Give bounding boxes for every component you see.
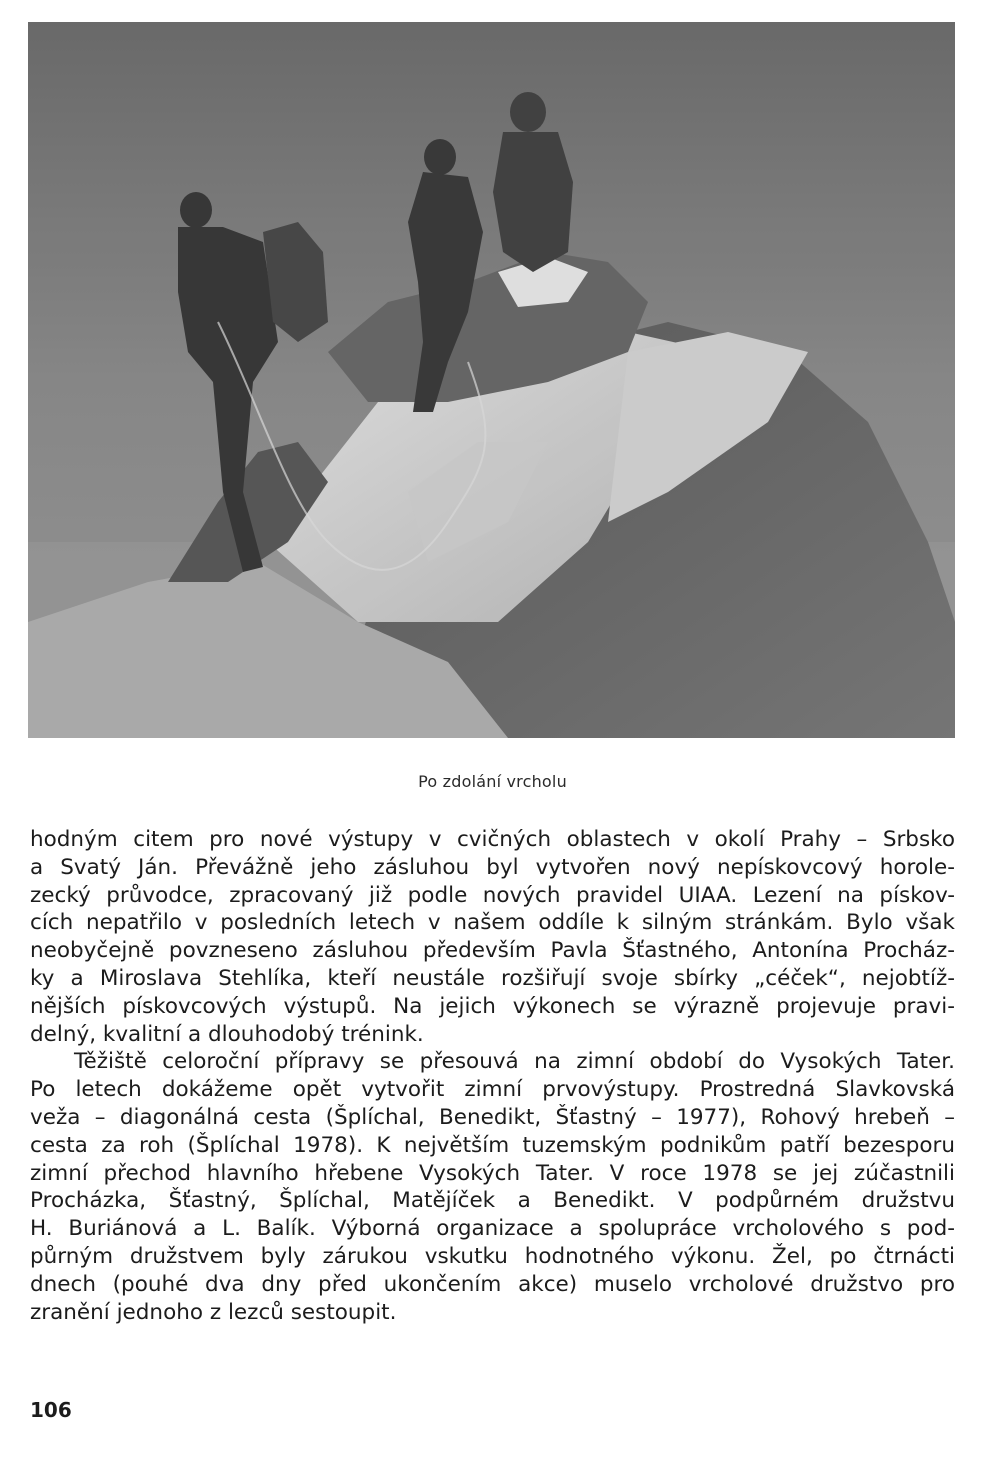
photo-caption: Po zdolání vrcholu <box>418 772 567 791</box>
paragraph-start-line: Těžiště celoroční přípravy se přesouvá na zimní období do Vysokých Tater. <box>74 1049 955 1075</box>
text-line: hodným citem pro nové výstupy v cvičných oblastech v okolí Prahy – Srbsko <box>30 827 955 852</box>
text-line: cích nepatřilo v posledních letech v našem oddíle k silným stránkám. Bylo však <box>30 910 955 936</box>
text-line: zecký průvodce, zpracovaný již podle nových pravidel UIAA. Lezení na pískov- <box>30 882 955 908</box>
text-line: Procházka, Šťastný, Šplíchal, Matějíček a Benedikt. V podpůrném družstvu <box>30 1188 955 1214</box>
page-number: 106 <box>30 1398 72 1422</box>
text-line: delný, kvalitní a dlouhodobý trénink. <box>30 1021 424 1047</box>
text-line: půrným družstvem byly zárukou vskutku hodnotného výkonu. Žel, po čtrnácti <box>30 1243 955 1269</box>
text-line: a Svatý Ján. Převážně jeho zásluhou byl vytvořen nový nepískovcový horole- <box>30 854 955 880</box>
body-text <box>30 826 955 1326</box>
text-line: Po letech dokážeme opět vytvořit zimní prvovýstupy. Prostredná Slavkovská <box>30 1077 955 1103</box>
text-line: neobyčejně povzneseno zásluhou především Pavla Šťastného, Antonína Procház- <box>30 938 955 964</box>
summit-photo <box>28 22 955 738</box>
text-line: zranění jednoho z lezců sestoupit. <box>30 1299 397 1325</box>
text-line: zimní přechod hlavního hřebene Vysokých Tater. V roce 1978 se jej zúčastnili <box>30 1160 955 1186</box>
text-line: dnech (pouhé dva dny před ukončením akce) muselo vrcholové družstvo pro <box>30 1271 955 1297</box>
summit-photo-illustration <box>28 22 955 738</box>
text-line: veža – diagonálná cesta (Šplíchal, Benedikt, Šťastný – 1977), Rohový hrebeň – <box>30 1104 955 1130</box>
text-line: nějších pískovcových výstupů. Na jejich výkonech se výrazně projevuje pravi- <box>30 993 955 1019</box>
text-line: ky a Miroslava Stehlíka, kteří neustále rozšiřují svoje sbírky „céček“, nejobtíž- <box>30 965 955 991</box>
text-line: H. Buriánová a L. Balík. Výborná organizace a spolupráce vrcholového s pod- <box>30 1216 955 1242</box>
text-line: cesta za roh (Šplíchal 1978). K největším tuzemským podnikům patří bezesporu <box>30 1132 955 1158</box>
